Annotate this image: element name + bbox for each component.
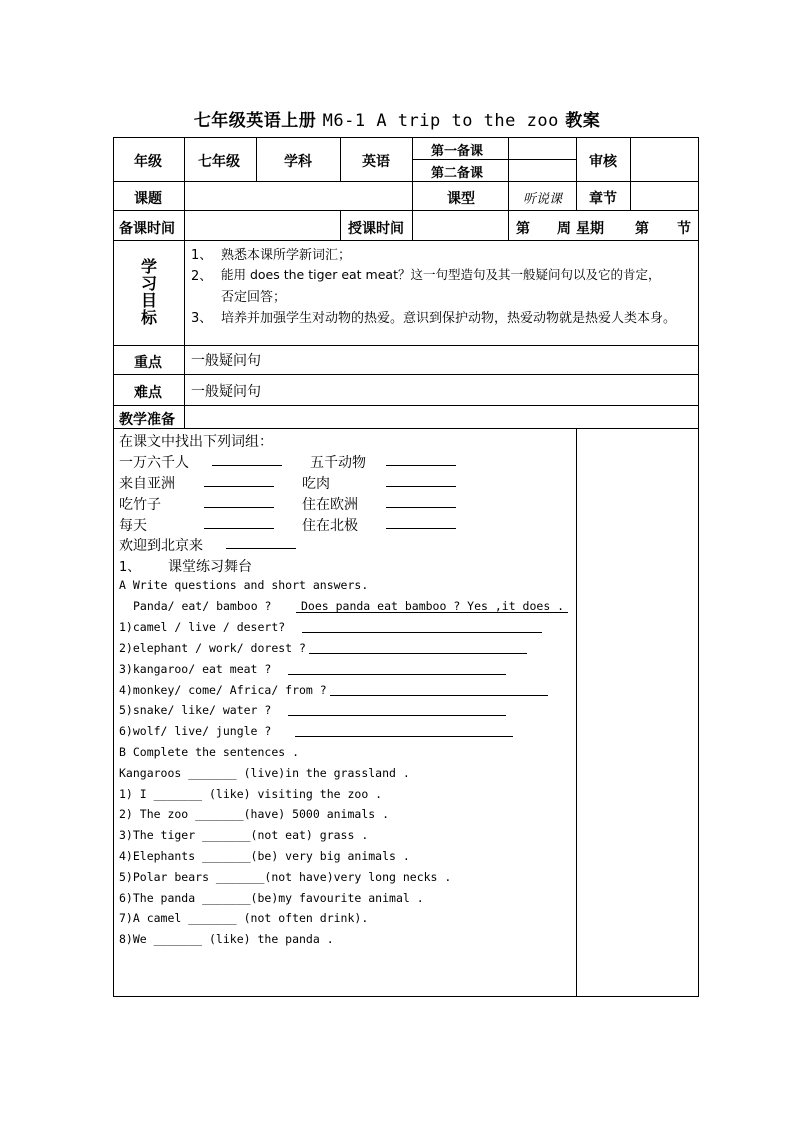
- part-b-item: 8)We _______ (like) the panda .: [119, 932, 334, 946]
- row-divider: [113, 405, 699, 406]
- part-b-heading: B Complete the sentences .: [119, 745, 300, 759]
- answer-blank[interactable]: [309, 653, 527, 654]
- answer-blank[interactable]: [204, 528, 274, 529]
- schedule-di: 第: [516, 221, 530, 237]
- answer-blank[interactable]: [302, 632, 542, 633]
- part-b-item: 5)Polar bears _______(not have)very long necks .: [119, 870, 452, 884]
- answer-blank[interactable]: [386, 465, 456, 466]
- chapter-label: 章节: [589, 191, 617, 207]
- answer-blank[interactable]: [330, 695, 548, 696]
- prep-time-label: 备课时间: [119, 221, 175, 237]
- key-point-label: 重点: [134, 355, 162, 371]
- phrase-item: 吃竹子: [119, 497, 161, 513]
- difficulty-value: 一般疑问句: [191, 384, 261, 400]
- part-a-item: 2)elephant / work/ dorest ?: [119, 641, 306, 655]
- subject-label: 学科: [284, 154, 312, 170]
- phrase-item: 一万六千人: [119, 455, 189, 471]
- col-divider: [412, 137, 413, 240]
- topic-label: 课题: [134, 191, 162, 207]
- section-title: 课堂练习舞台: [168, 559, 252, 575]
- goal-2-text: 能用 does the tiger eat meat？这一句型造句及其一般疑问句以及它的肯定，: [221, 267, 661, 282]
- part-a-example-question: Panda/ eat/ bamboo ?: [133, 599, 272, 613]
- section-num: 1、: [119, 560, 141, 575]
- phrase-item: 五千动物: [310, 455, 366, 471]
- difficulty-label: 难点: [134, 385, 162, 401]
- answer-blank[interactable]: [288, 715, 506, 716]
- part-b-item: 7)A camel _______ (not often drink).: [119, 911, 369, 925]
- type-value: 听说课: [523, 192, 563, 207]
- prep-divider: [412, 159, 576, 160]
- part-a-heading: A Write questions and short answers.: [119, 578, 369, 592]
- title-cn-suffix: 教案: [565, 111, 601, 131]
- col-divider: [184, 137, 185, 428]
- part-a-item: 5)snake/ like/ water ?: [119, 703, 272, 717]
- col-divider: [340, 137, 341, 181]
- answer-blank[interactable]: [386, 486, 456, 487]
- part-a-item: 1)camel / live / desert?: [119, 620, 286, 634]
- title-cn-prefix: 七年级英语上册: [193, 111, 317, 131]
- row-divider: [113, 181, 699, 182]
- phrase-item: 每天: [119, 518, 147, 534]
- answer-blank[interactable]: [204, 486, 274, 487]
- row-divider: [113, 345, 699, 346]
- goal-1-text: 熟悉本课所学新词汇；: [221, 248, 352, 263]
- row-divider: [113, 210, 699, 211]
- part-b-item: 6)The panda _______(be)my favourite animal .: [119, 891, 424, 905]
- part-a-item: 4)monkey/ come/ Africa/ from ?: [119, 683, 327, 697]
- phrases-intro: 在课文中找出下列词组：: [119, 434, 273, 450]
- review-label: 审核: [589, 154, 617, 170]
- key-point-value: 一般疑问句: [191, 353, 261, 369]
- row-divider: [113, 374, 699, 375]
- first-prep-label: 第一备课: [431, 144, 484, 159]
- answer-blank[interactable]: [212, 465, 282, 466]
- answer-blank[interactable]: [295, 736, 513, 737]
- preparation-label: 教学准备: [119, 412, 175, 428]
- goals-label: 学 习 目 标: [140, 257, 157, 327]
- goal-2-cont: 否定回答；: [221, 290, 287, 305]
- type-label: 课型: [447, 191, 475, 207]
- goal-3-num: 3、: [191, 311, 213, 326]
- part-a-example-answer: Does panda eat bamboo ? Yes ,it does .: [301, 599, 565, 613]
- page-title: [0, 106, 794, 131]
- part-b-item: 4)Elephants _______(be) very big animals .: [119, 849, 410, 863]
- answer-blank[interactable]: [204, 507, 274, 508]
- phrase-item: 住在北极: [302, 518, 358, 534]
- part-a-item: 3)kangaroo/ eat meat ?: [119, 662, 272, 676]
- phrase-item: 住在欧洲: [302, 497, 358, 513]
- part-b-item: 2) The zoo _______(have) 5000 animals .: [119, 807, 390, 821]
- col-divider: [630, 137, 631, 210]
- part-b-example: Kangaroos _______ (live)in the grassland .: [119, 766, 410, 780]
- title-code: M6-1 A trip to the zoo: [322, 111, 559, 131]
- answer-blank[interactable]: [386, 528, 456, 529]
- schedule-di2: 第: [635, 221, 649, 237]
- grade-value: 七年级: [198, 154, 240, 170]
- phrase-item: 来自亚洲: [119, 476, 175, 492]
- part-b-item: 3)The tiger _______(not eat) grass .: [119, 828, 369, 842]
- part-a-item: 6)wolf/ live/ jungle ?: [119, 724, 272, 738]
- schedule-xingqi: 星期: [576, 221, 604, 237]
- col-divider: [508, 137, 509, 240]
- subject-value: 英语: [362, 154, 390, 170]
- col-divider: [576, 137, 577, 210]
- answer-blank[interactable]: [296, 612, 568, 613]
- goal-3-text: 培养并加强学生对动物的热爱。意识到保护动物，热爱动物就是热爱人类本身。: [221, 311, 677, 326]
- answer-blank[interactable]: [226, 548, 296, 549]
- part-b-item: 1) I _______ (like) visiting the zoo .: [119, 787, 383, 801]
- answer-blank[interactable]: [288, 674, 506, 675]
- schedule-zhou: 周: [557, 221, 571, 237]
- teach-time-label: 授课时间: [348, 221, 404, 237]
- col-divider: [256, 137, 257, 181]
- schedule-jie: 节: [677, 221, 691, 237]
- grade-label: 年级: [134, 154, 162, 170]
- col-divider: [340, 210, 341, 240]
- row-divider: [113, 428, 699, 429]
- row-divider: [113, 240, 699, 241]
- phrase-item: 吃肉: [302, 476, 330, 492]
- phrase-item: 欢迎到北京来: [119, 538, 203, 554]
- answer-blank[interactable]: [386, 507, 456, 508]
- second-prep-label: 第二备课: [431, 166, 484, 181]
- col-divider: [576, 428, 577, 997]
- goal-2-num: 2、: [191, 269, 213, 284]
- goal-1-num: 1、: [191, 248, 213, 263]
